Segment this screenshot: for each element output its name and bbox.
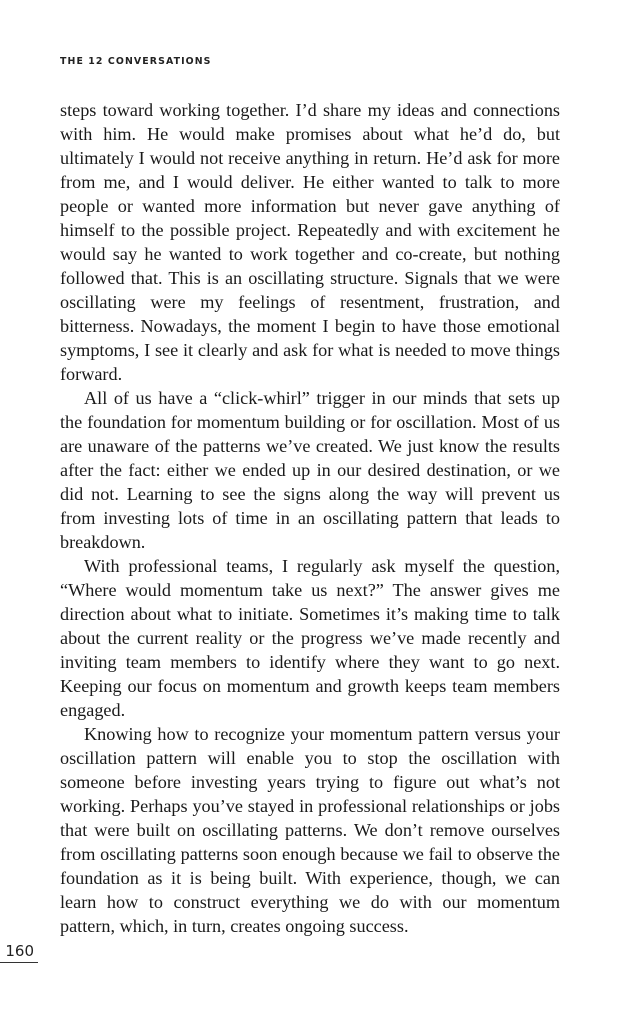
- paragraph-recognize-pattern: Knowing how to recognize your momentum pattern versus your oscillation pattern will enable you to stop the oscillation with someone before investing years trying to figure out what’s not working. Perhaps you’ve stayed in professional relationships or jobs that were built on oscillating patterns. We don’t remove ourselves from oscillating patterns soon enough because we fail to observe the foundation as it is being built. With experience, though, we can learn how to construct everything we do with our momentum pattern, which, in turn, creates ongoing success.: [60, 724, 560, 936]
- paragraph-professional-teams: With professional teams, I regularly ask myself the question, “Where would momentum take us next?” The answer gives me direction about what to initiate. Sometimes it’s making time to talk about the current reality or the progress we’ve made recently and inviting team members to identify where they want to go next. Keeping our focus on momentum and growth keeps team members engaged.: [60, 556, 560, 720]
- body-text: [60, 98, 560, 938]
- paragraph-click-whirl: All of us have a “click-whirl” trigger in our minds that sets up the foundation for momentum building or for oscillation. Most of us are unaware of the patterns we’ve created. We just know the results after the fact: either we ended up in our desired destination, or we did not. Learning to see the signs along the way will prevent us from investing lots of time in an oscillating pattern that leads to breakdown.: [60, 388, 560, 552]
- running-head-title: THE 12 CONVERSATIONS: [60, 56, 212, 67]
- page-number-rule: [0, 941, 38, 963]
- paragraph-continued: steps toward working together. I’d share my ideas and connections with him. He would make promises about what he’d do, but ultimately I would not receive anything in return. He’d ask for more from me, and I would deliver. He either wanted to talk to more people or wanted more information but never gave anything of himself to the possible project. Repeatedly and with excitement he would say he wanted to work together and co-create, but nothing followed that. This is an oscillating structure. Signals that we were oscillating were my feelings of resentment, frustration, and bitterness. Nowadays, the moment I begin to have those emotional symptoms, I see it clearly and ask for what is needed to move things forward.: [60, 100, 560, 384]
- page-number: 160: [5, 942, 34, 960]
